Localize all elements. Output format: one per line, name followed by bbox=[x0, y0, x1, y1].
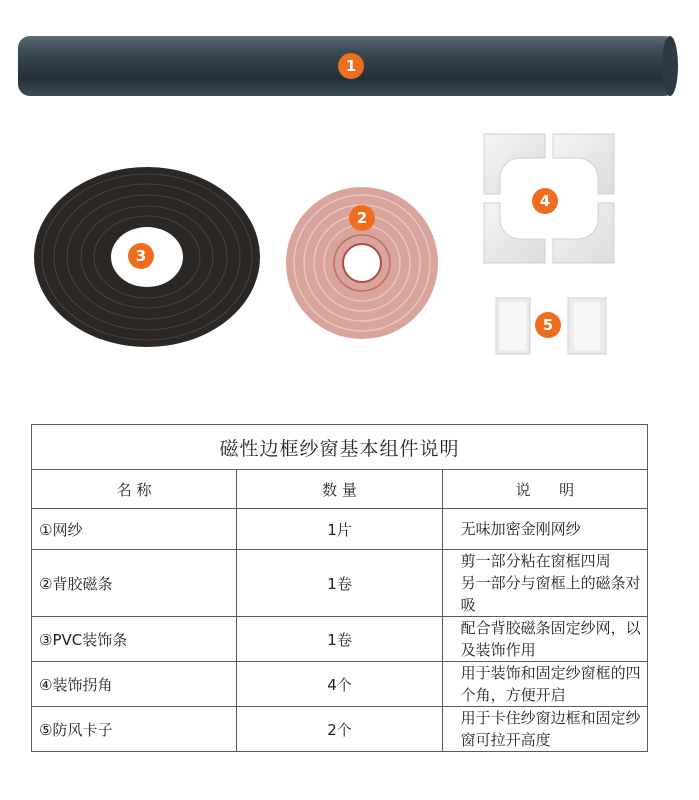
row-qty: 1卷 bbox=[237, 550, 442, 617]
table-row bbox=[32, 707, 648, 752]
table-row bbox=[32, 550, 648, 617]
badge-4: 4 bbox=[532, 188, 558, 214]
table-row bbox=[32, 509, 648, 550]
row-qty: 1片 bbox=[237, 509, 442, 550]
badge-1: 1 bbox=[338, 53, 364, 79]
row-desc-line: 用于装饰和固定纱窗框的四个角，方便开启 bbox=[460, 664, 641, 704]
row-desc-line: 另一部分与窗框上的磁条对吸 bbox=[460, 574, 641, 614]
table-row bbox=[32, 617, 648, 662]
row-name: ③PVC装饰条 bbox=[32, 617, 237, 662]
table-header-row bbox=[32, 470, 648, 509]
row-qty: 2个 bbox=[237, 707, 442, 752]
table-title: 磁性边框纱窗基本组件说明 bbox=[32, 425, 648, 470]
table-row bbox=[32, 662, 648, 707]
row-name: ④装饰拐角 bbox=[32, 662, 237, 707]
row-name: ②背胶磁条 bbox=[32, 550, 237, 617]
row-desc-line: 配合背胶磁条固定纱网，以及装饰作用 bbox=[460, 619, 641, 659]
row-desc-line: 剪一部分粘在窗框四周 bbox=[460, 552, 611, 570]
row-desc bbox=[442, 617, 647, 662]
row-desc bbox=[442, 707, 647, 752]
row-desc bbox=[442, 509, 647, 550]
badge-5: 5 bbox=[535, 312, 561, 338]
header-qty: 数 量 bbox=[237, 470, 442, 509]
row-desc bbox=[442, 550, 647, 617]
row-name: ①网纱 bbox=[32, 509, 237, 550]
row-qty: 4个 bbox=[237, 662, 442, 707]
header-name: 名 称 bbox=[32, 470, 237, 509]
header-desc: 说 明 bbox=[442, 470, 647, 509]
component-table bbox=[31, 424, 648, 752]
badge-3: 3 bbox=[128, 243, 154, 269]
row-desc bbox=[442, 662, 647, 707]
row-desc-line: 无味加密金刚网纱 bbox=[460, 520, 581, 538]
row-qty: 1卷 bbox=[237, 617, 442, 662]
row-desc-line: 用于卡住纱窗边框和固定纱窗可拉开高度 bbox=[460, 709, 641, 749]
row-name: ⑤防风卡子 bbox=[32, 707, 237, 752]
component-table-wrapper bbox=[31, 424, 648, 752]
badge-2: 2 bbox=[349, 205, 375, 231]
